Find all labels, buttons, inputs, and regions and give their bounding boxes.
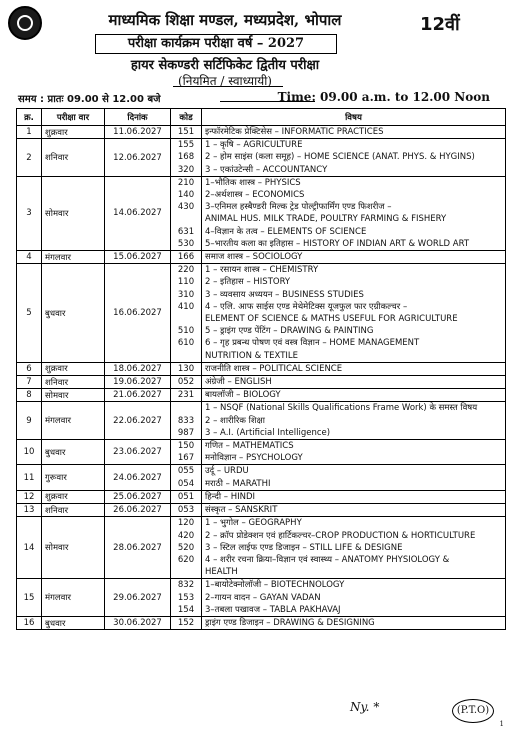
row-codes [171,490,202,503]
row-day: बुधवार [42,264,105,363]
subject-name: राजनीति शास्त्र – POLITICAL SCIENCE [205,363,343,374]
subject-name: 3 – A.I. (Artificial Intelligence) [205,427,331,438]
row-subjects [202,139,506,177]
subject-code: 110 [177,277,195,288]
row-day: मंगलवार [42,251,105,264]
board-emblem-icon [8,6,42,40]
class-label: 12वीं [420,14,460,35]
row-serial: 2 [17,139,42,177]
subject-name: 2 – इतिहास – HISTORY [205,277,291,288]
row-day: बुधवार [42,616,105,629]
row-serial: 7 [17,376,42,389]
subject-name: समाज शास्त्र – SOCIOLOGY [205,252,303,263]
subject-name: 3–तबला पखावज – TABLA PAKHAVAJ [205,604,341,615]
row-serial: 14 [17,517,42,579]
row-codes [171,389,202,402]
subject-code: 053 [177,505,195,516]
table-body [17,126,506,630]
subject-code: 151 [177,127,195,137]
table-row [17,139,506,177]
spacer [174,350,198,362]
row-serial: 5 [17,264,42,363]
row-day: बुधवार [42,440,105,465]
subject-name: बायलॉजी – BIOLOGY [205,390,281,401]
row-date: 24.06.2027 [105,465,171,490]
row-subjects [202,616,506,629]
row-day: शनिवार [42,504,105,517]
row-codes [171,376,202,389]
row-subjects [202,579,506,617]
row-day: शनिवार [42,376,105,389]
subject-code: 154 [177,604,195,615]
column-header-sr: क्र. [17,109,42,126]
subject-code: 833 [177,415,195,426]
subject-code: 987 [177,427,195,438]
subject-name: मराठी – MARATHI [205,478,271,489]
row-subjects [202,490,506,503]
page-number: 1 [499,720,504,728]
row-day: शनिवार [42,139,105,177]
subject-code: 054 [177,478,195,489]
subject-code: 210 [177,177,195,188]
subject-name: 6 – गृह प्रबन्ध पोषण एवं वस्त्र विज्ञान – HOME MANAGEMENT [205,338,420,349]
subject-code: 430 [177,202,195,213]
exam-name: हायर सेकण्डरी सर्टिफिकेट द्वितीय परीक्षा [130,58,320,73]
subject-name: ANIMAL HUS. MILK TRADE, POULTRY FARMING & FISHERY [205,214,447,225]
row-subjects [202,389,506,402]
subject-code [174,402,198,414]
row-codes [171,579,202,617]
table-row [17,504,506,517]
row-subjects [202,126,506,139]
row-subjects [202,402,506,440]
subject-code: 220 [177,265,195,276]
row-codes [171,126,202,139]
subject-name: 2 – क्रॉप प्रोडेक्शन एवं हार्टिकल्चर–CROP PRODUCTION & HORTICULTURE [205,530,476,541]
row-serial: 10 [17,440,42,465]
subject-code: 231 [177,390,195,401]
subject-code: 153 [177,592,195,603]
row-serial: 6 [17,362,42,375]
subject-name: 4 – शरीर रचना क्रिया–विज्ञान एवं स्वास्थ्य – ANATOMY PHYSIOLOGY & [205,554,450,565]
subject-code: 055 [177,466,195,477]
subject-code: 310 [177,289,195,300]
subject-code: 410 [177,301,195,312]
subject-name: 4–विज्ञान के तत्व – ELEMENTS OF SCIENCE [205,226,367,237]
subject-code [174,313,198,325]
subject-name: संस्कृत – SANSKRIT [205,505,278,516]
row-codes [171,440,202,465]
row-codes [171,176,202,250]
subject-name: हिन्दी – HINDI [205,491,256,502]
subject-name: इन्फॉरमेटिक प्रेक्टिसेस – INFORMATIC PRACTICES [205,127,384,137]
subject-code: 052 [177,377,195,388]
row-codes [171,517,202,579]
pto-note: (P.T.O) [452,699,494,723]
subject-code: 155 [177,140,195,151]
subject-code: 130 [177,363,195,374]
board-name: माध्यमिक शिक्षा मण्डल, मध्यप्रदेश, भोपाल [108,11,342,29]
row-subjects [202,362,506,375]
row-codes [171,362,202,375]
row-date: 21.06.2027 [105,389,171,402]
table-row [17,126,506,139]
subject-code [174,213,198,225]
row-subjects [202,264,506,363]
subject-name: 2 – होम साइंस (कला समूह) – HOME SCIENCE (ANAT. PHYS. & HYGINS) [205,152,475,163]
row-date: 19.06.2027 [105,376,171,389]
row-date: 14.06.2027 [105,176,171,250]
row-day: शुक्रवार [42,126,105,139]
row-subjects [202,504,506,517]
row-date: 28.06.2027 [105,517,171,579]
table-row [17,402,506,440]
table-header-row [17,109,506,126]
table-row [17,389,506,402]
table-row [17,579,506,617]
subject-name: 2–अर्थशास्त्र – ECONOMICS [205,190,305,201]
row-subjects [202,251,506,264]
row-serial: 3 [17,176,42,250]
row-day: सोमवार [42,517,105,579]
row-serial: 16 [17,616,42,629]
subject-name: 4 – एलि. आफ साईस एण्ड मेथेमेटिक्स यूजफुल फार एग्रीकल्चर – [205,301,408,312]
row-codes [171,616,202,629]
subject-name: NUTRITION & TEXTILE [205,350,299,361]
row-day: गुरूवार [42,465,105,490]
subject-name: ड्राइंग एण्ड डिजाइन – DRAWING & DESIGNING [205,617,375,628]
subject-name: 5–भारतीय कला का इतिहास – HISTORY OF INDIAN ART & WORLD ART [205,238,470,249]
subject-name: 3 – एकांउटेन्सी – ACCOUNTANCY [205,164,328,175]
subject-code: 610 [177,338,195,349]
subject-code: 620 [177,554,195,565]
subject-code: 150 [177,441,195,452]
subject-name: 5 – ड्राइंग एण्ड पेंटिंग – DRAWING & PAINTING [205,326,374,337]
row-date: 23.06.2027 [105,440,171,465]
table-row [17,517,506,579]
row-serial: 13 [17,504,42,517]
subject-code: 166 [177,252,195,263]
document-header [0,0,508,105]
row-codes [171,139,202,177]
subject-name: 2–गायन वादन – GAYAN VADAN [205,592,321,603]
row-serial: 9 [17,402,42,440]
row-subjects [202,376,506,389]
column-header-subject: विषय [202,109,506,126]
subject-code: 530 [177,238,195,249]
row-date: 29.06.2027 [105,579,171,617]
subject-name: 1 – कृषि – AGRICULTURE [205,140,303,151]
row-date: 25.06.2027 [105,490,171,503]
row-codes [171,402,202,440]
row-codes [171,465,202,490]
row-subjects [202,465,506,490]
subject-name: ELEMENT OF SCIENCE & MATHS USEFUL FOR AGRICULTURE [205,314,458,325]
subject-name: HEALTH [205,567,238,578]
subject-name: 3 – व्यवसाय अध्ययन – BUSINESS STUDIES [205,289,364,300]
table-row [17,440,506,465]
row-day: शुक्रवार [42,490,105,503]
subject-name: 1 – भुगोल – GEOGRAPHY [205,518,302,529]
row-date: 12.06.2027 [105,139,171,177]
subject-code: 167 [177,453,195,464]
row-day: सोमवार [42,176,105,250]
row-day: मंगलवार [42,579,105,617]
subject-code: 510 [177,326,195,337]
subject-code: 320 [177,164,195,175]
row-codes [171,264,202,363]
table-row [17,616,506,629]
table-row [17,362,506,375]
spacer [174,566,198,578]
programme-title: परीक्षा कार्यक्रम परीक्षा वर्ष – 2027 [95,34,337,54]
divider [173,86,283,87]
subject-code: 168 [177,152,195,163]
signature: Ny. * [350,700,380,714]
row-serial: 4 [17,251,42,264]
subject-code: 520 [177,542,195,553]
table-row [17,251,506,264]
subject-code: 051 [177,491,195,502]
subject-name: 1–बायोटेक्नोलॉजी – BIOTECHNOLOGY [205,580,345,591]
table-row [17,465,506,490]
exam-type: (नियमित / स्वाध्यायी) [178,74,272,88]
row-date: 11.06.2027 [105,126,171,139]
row-date: 30.06.2027 [105,616,171,629]
subject-name: 1–भौतिक शास्त्र – PHYSICS [205,177,301,188]
table-row [17,376,506,389]
column-header-day: परीक्षा वार [42,109,105,126]
row-serial: 8 [17,389,42,402]
subject-name: 2 – शारीरिक शिक्षा [205,415,265,426]
row-day: मंगलवार [42,402,105,440]
row-codes [171,504,202,517]
row-codes [171,251,202,264]
row-subjects [202,517,506,579]
column-header-code: कोड [171,109,202,126]
row-date: 15.06.2027 [105,251,171,264]
subject-name: 3 – स्टिल लाईफ एण्ड डिजाइन – STILL LIFE & DESIGNE [205,542,403,553]
row-date: 18.06.2027 [105,362,171,375]
exam-schedule-table [16,108,506,630]
subject-name: अंग्रेजी – ENGLISH [205,377,272,388]
row-date: 26.06.2027 [105,504,171,517]
row-subjects [202,440,506,465]
row-serial: 12 [17,490,42,503]
subject-name: 1 – रसायन शास्त्र – CHEMISTRY [205,265,319,276]
subject-code: 832 [177,580,195,591]
column-header-date: दिनांक [105,109,171,126]
subject-name: उर्दू – URDU [205,466,249,477]
time-hindi: समय : प्रातः 09.00 से 12.00 बजे [18,94,161,105]
row-serial: 11 [17,465,42,490]
subject-code: 152 [177,617,195,628]
row-date: 16.06.2027 [105,264,171,363]
row-serial: 1 [17,126,42,139]
table-row [17,176,506,250]
subject-name: गणित – MATHEMATICS [205,441,294,452]
row-subjects [202,176,506,250]
row-day: शुक्रवार [42,362,105,375]
subject-code: 420 [177,530,195,541]
subject-name: मनोविज्ञान – PSYCHOLOGY [205,453,303,464]
subject-name: 1 – NSQF (National Skills Qualifications Frame Work) के समस्त विषय [205,403,478,414]
time-english: Time: 09.00 a.m. to 12.00 Noon [277,90,490,104]
subject-code: 631 [177,226,195,237]
row-date: 22.06.2027 [105,402,171,440]
row-serial: 15 [17,579,42,617]
subject-name: 3–एनिमल हस्बैण्डरी मिल्क ट्रेड पोल्ट्रीफार्मिंग एण्ड फिशरीज – [205,202,392,213]
table-row [17,264,506,363]
row-day: सोमवार [42,389,105,402]
table-row [17,490,506,503]
subject-code: 120 [177,518,195,529]
subject-code: 140 [177,190,195,201]
